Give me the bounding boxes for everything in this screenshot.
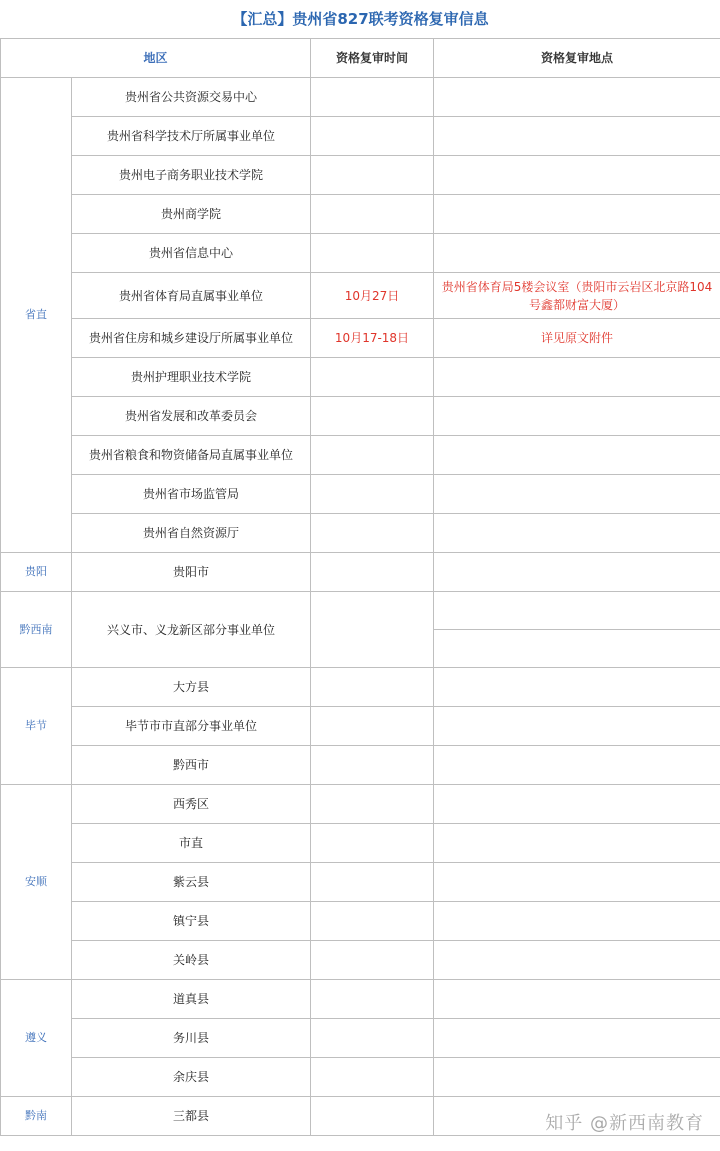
unit-name: 贵州省信息中心 <box>72 234 311 273</box>
review-place <box>434 746 720 785</box>
review-time <box>311 941 434 980</box>
review-place <box>434 436 720 475</box>
review-place <box>434 630 720 668</box>
table-row <box>1 117 720 156</box>
unit-name: 贵州省发展和改革委员会 <box>72 397 311 436</box>
table-row <box>1 785 720 824</box>
review-place <box>434 902 720 941</box>
review-place <box>434 1019 720 1058</box>
review-time <box>311 1058 434 1097</box>
review-time <box>311 863 434 902</box>
table-row <box>1 319 720 358</box>
unit-name: 三都县 <box>72 1097 311 1136</box>
unit-name: 大方县 <box>72 668 311 707</box>
review-place <box>434 668 720 707</box>
table-title: 【汇总】贵州省827联考资格复审信息 <box>1 0 720 39</box>
unit-name: 贵州省市场监管局 <box>72 475 311 514</box>
review-place <box>434 707 720 746</box>
review-place <box>434 234 720 273</box>
review-time <box>311 1019 434 1058</box>
review-time <box>311 397 434 436</box>
review-place <box>434 941 720 980</box>
table-row <box>1 234 720 273</box>
review-time <box>311 78 434 117</box>
review-time <box>311 824 434 863</box>
region-bijie: 毕节 <box>1 668 72 785</box>
unit-name: 贵阳市 <box>72 553 311 592</box>
table-row <box>1 1058 720 1097</box>
review-time <box>311 1097 434 1136</box>
review-time <box>311 358 434 397</box>
review-time <box>311 746 434 785</box>
unit-name: 黔西市 <box>72 746 311 785</box>
unit-name: 市直 <box>72 824 311 863</box>
watermark: 知乎 @新西南教育 <box>545 1113 704 1134</box>
review-time <box>311 156 434 195</box>
review-time <box>311 475 434 514</box>
review-place <box>434 117 720 156</box>
table-row <box>1 824 720 863</box>
unit-name: 西秀区 <box>72 785 311 824</box>
table-row <box>1 156 720 195</box>
unit-name: 贵州省住房和城乡建设厅所属事业单位 <box>72 319 311 358</box>
unit-name: 贵州省公共资源交易中心 <box>72 78 311 117</box>
region-qianxinan: 黔西南 <box>1 592 72 668</box>
review-time <box>311 234 434 273</box>
table-row <box>1 707 720 746</box>
review-place <box>434 397 720 436</box>
region-shengzhi: 省直 <box>1 78 72 553</box>
unit-name: 贵州商学院 <box>72 195 311 234</box>
header-review-place: 资格复审地点 <box>434 39 720 78</box>
review-place <box>434 195 720 234</box>
review-place: 详见原文附件 <box>434 319 720 358</box>
table-row <box>1 1019 720 1058</box>
unit-name: 道真县 <box>72 980 311 1019</box>
review-place <box>434 824 720 863</box>
unit-name: 余庆县 <box>72 1058 311 1097</box>
review-place <box>434 980 720 1019</box>
table-row <box>1 746 720 785</box>
unit-name: 紫云县 <box>72 863 311 902</box>
unit-name: 毕节市市直部分事业单位 <box>72 707 311 746</box>
review-time: 10月27日 <box>311 273 434 319</box>
unit-name: 贵州护理职业技术学院 <box>72 358 311 397</box>
review-time <box>311 902 434 941</box>
review-place: 贵州省体育局5楼会议室（贵阳市云岩区北京路104号鑫都财富大厦） <box>434 273 720 319</box>
review-time <box>311 117 434 156</box>
unit-name: 贵州省科学技术厅所属事业单位 <box>72 117 311 156</box>
review-time <box>311 707 434 746</box>
region-anshun: 安顺 <box>1 785 72 980</box>
table-row <box>1 553 720 592</box>
review-time: 10月17-18日 <box>311 319 434 358</box>
table-row <box>1 863 720 902</box>
review-time <box>311 553 434 592</box>
review-place <box>434 592 720 630</box>
region-qiannan: 黔南 <box>1 1097 72 1136</box>
unit-name: 贵州省自然资源厅 <box>72 514 311 553</box>
review-place <box>434 514 720 553</box>
review-place <box>434 785 720 824</box>
table-row <box>1 514 720 553</box>
table-row <box>1 195 720 234</box>
region-guiyang: 贵阳 <box>1 553 72 592</box>
table-row <box>1 475 720 514</box>
unit-name: 贵州省粮食和物资储备局直属事业单位 <box>72 436 311 475</box>
review-time <box>311 436 434 475</box>
review-place <box>434 475 720 514</box>
region-zunyi: 遵义 <box>1 980 72 1097</box>
table-row <box>1 980 720 1019</box>
unit-name: 贵州电子商务职业技术学院 <box>72 156 311 195</box>
table-row <box>1 592 720 630</box>
table-row <box>1 78 720 117</box>
review-time <box>311 514 434 553</box>
table-row <box>1 668 720 707</box>
review-place <box>434 156 720 195</box>
review-time <box>311 195 434 234</box>
unit-name: 务川县 <box>72 1019 311 1058</box>
review-time <box>311 668 434 707</box>
review-time <box>311 980 434 1019</box>
table-row <box>1 397 720 436</box>
table-row <box>1 902 720 941</box>
header-review-time: 资格复审时间 <box>311 39 434 78</box>
review-place <box>434 553 720 592</box>
review-time <box>311 592 434 668</box>
review-place <box>434 1058 720 1097</box>
review-time <box>311 785 434 824</box>
unit-name: 兴义市、义龙新区部分事业单位 <box>72 592 311 668</box>
table-row <box>1 941 720 980</box>
table-row <box>1 436 720 475</box>
unit-name: 镇宁县 <box>72 902 311 941</box>
table-row <box>1 358 720 397</box>
review-place <box>434 78 720 117</box>
review-place <box>434 863 720 902</box>
table-row <box>1 273 720 319</box>
unit-name: 贵州省体育局直属事业单位 <box>72 273 311 319</box>
unit-name: 关岭县 <box>72 941 311 980</box>
header-region: 地区 <box>1 39 311 78</box>
review-place <box>434 358 720 397</box>
